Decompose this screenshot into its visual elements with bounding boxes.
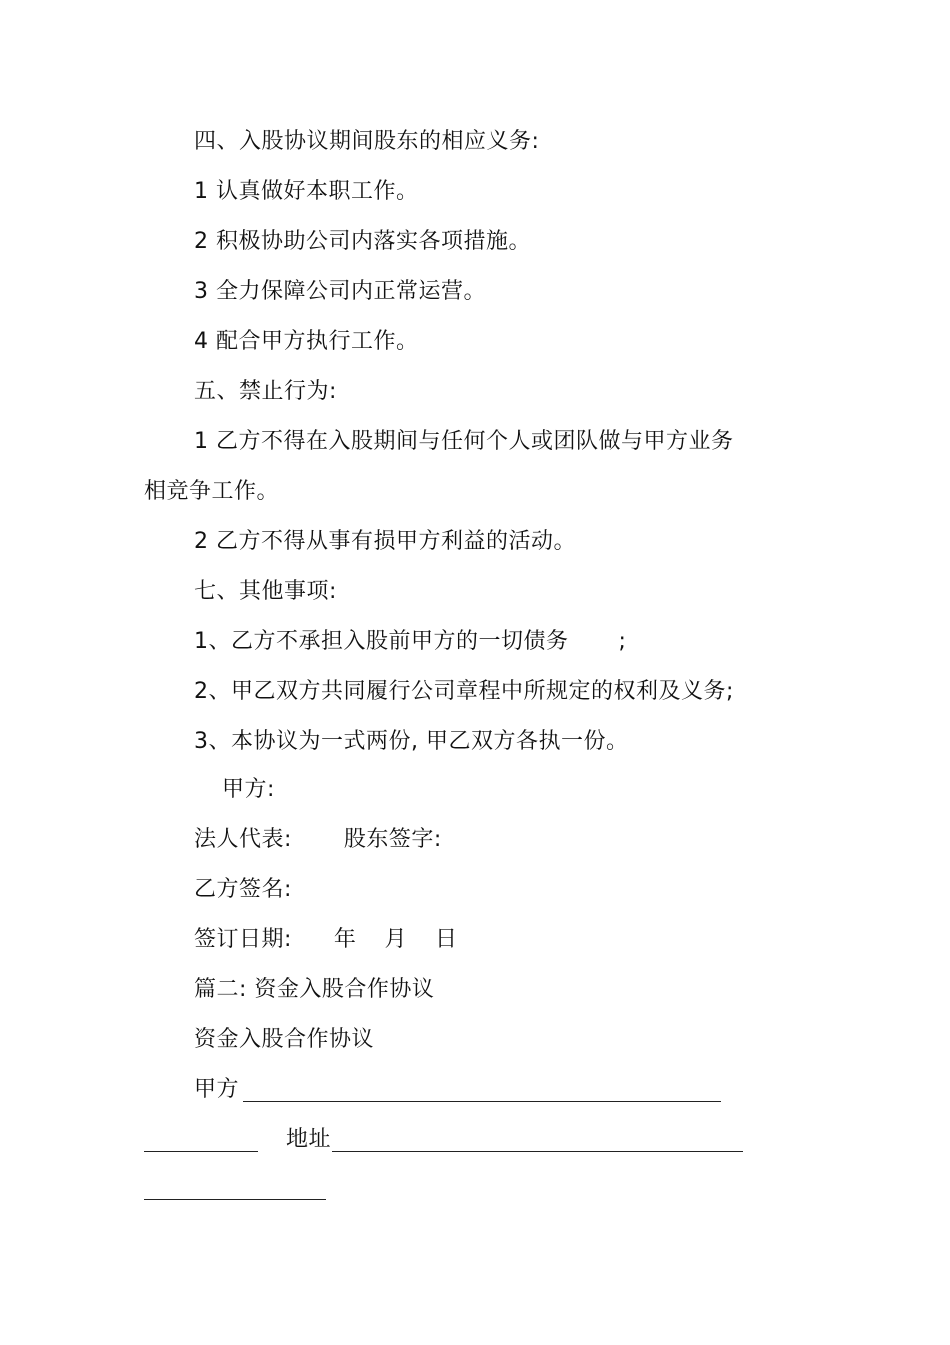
party-b-sign-label: 乙方签名: [194,877,292,902]
part2-title: 资金入股合作协议 [194,1027,375,1052]
section5-heading: 五、禁止行为: [194,379,337,404]
section7-item-1 [194,628,626,656]
section5-item-2: 2 乙方不得从事有损甲方利益的活动。 [194,529,576,554]
part2-party-a-label: 甲方 [194,1077,240,1102]
part2-heading: 篇二: 资金入股合作协议 [194,977,435,1002]
section4-item-4: 4 配合甲方执行工作。 [194,329,419,354]
section5-item-1-line-2: 相竞争工作。 [144,479,280,504]
shareholder-sign-label: 股东签字: [343,827,442,852]
party-a-blank-continuation [144,1151,258,1152]
address-blank-line [332,1151,743,1152]
section7-item-2: 2、甲乙双方共同履行公司章程中所规定的权利及义务; [194,679,734,704]
section4-item-3: 3 全力保障公司内正常运营。 [194,279,486,304]
signature-line-legal-rep [194,826,442,854]
section4-item-2: 2 积极协助公司内落实各项措施。 [194,229,531,254]
address-blank-continuation [144,1199,326,1200]
address-label: 地址 [286,1127,332,1152]
party-a-label: 甲方: [222,777,275,802]
legal-rep-label: 法人代表: [194,827,292,852]
date-day: 日 [434,927,458,952]
date-label: 签订日期: [194,927,292,952]
section7-item-1-text: 1、乙方不承担入股前甲方的一切债务 [194,629,569,654]
date-month: 月 [384,927,407,952]
party-a-blank-line [243,1101,721,1102]
section4-item-1: 1 认真做好本职工作。 [194,179,419,204]
section5-item-1-line-1: 1 乙方不得在入股期间与任何个人或团队做与甲方业务 [194,429,734,454]
date-year: 年 [333,927,357,952]
signing-date-line [194,926,457,954]
section7-item-3: 3、本协议为一式两份, 甲乙双方各执一份。 [194,729,629,754]
section7-heading: 七、其他事项: [194,579,337,604]
section4-heading: 四、入股协议期间股东的相应义务: [194,129,540,154]
section7-item-1-end: ; [618,629,627,654]
